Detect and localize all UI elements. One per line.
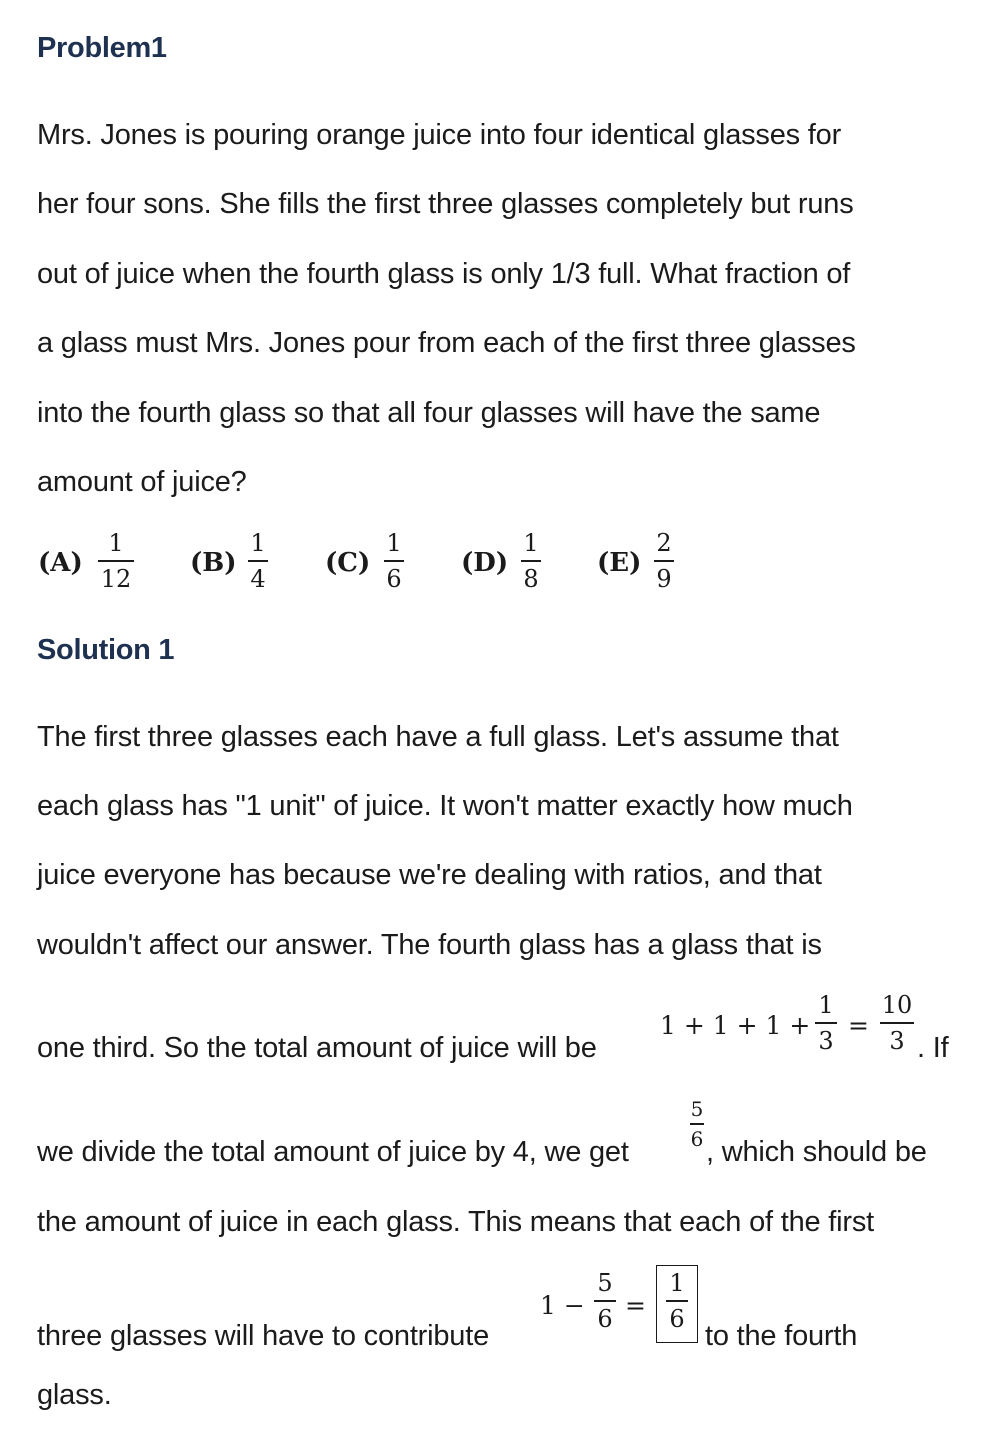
answer-numerator: 1 [669, 1269, 685, 1297]
five-sixths-denominator-2: 6 [597, 1304, 613, 1333]
solution-line-5-text: one third. So the total amount of juice will be [37, 1032, 597, 1064]
solution-line-2: each glass has "1 unit" of juice. It won't matter exactly how much [37, 790, 853, 822]
choice-d-denominator: 8 [523, 564, 539, 593]
ten-thirds-fraction [880, 992, 914, 1054]
choice-e-fraction [654, 530, 674, 592]
choice-e-numerator: 2 [656, 529, 672, 557]
solution-line-4: wouldn't affect our answer. The fourth glass has a glass that is [37, 929, 822, 961]
choice-e-label: (E) [597, 548, 642, 578]
five-sixths-numerator-2: 5 [597, 1269, 613, 1297]
fraction-bar [654, 560, 674, 562]
fraction-bar [384, 560, 404, 562]
total-sum-expression: 1 + 1 + 1 + [660, 1011, 811, 1040]
choice-b-label: (B) [190, 548, 237, 578]
choice-d-fraction [521, 530, 541, 592]
choice-c-fraction [384, 530, 404, 592]
five-sixths-denominator: 6 [690, 1126, 704, 1151]
fraction-bar [815, 1022, 837, 1024]
problem-line-4: a glass must Mrs. Jones pour from each of the first three glasses [37, 327, 856, 359]
answer-fraction [666, 1270, 688, 1332]
choice-c-numerator: 1 [386, 529, 402, 557]
solution-line-6-text: we divide the total amount of juice by 4, we get [37, 1136, 629, 1168]
choice-b-numerator: 1 [250, 529, 266, 557]
solution-line-7: the amount of juice in each glass. This means that each of the first [37, 1206, 875, 1238]
problem-line-3: out of juice when the fourth glass is only 1/3 full. What fraction of [37, 258, 851, 290]
equals-sign-2: = [625, 1291, 646, 1320]
five-sixths-fraction [688, 1098, 706, 1150]
fraction-bar [666, 1300, 688, 1302]
ten-thirds-denominator: 3 [889, 1026, 905, 1055]
boxed-answer [656, 1265, 698, 1343]
choice-b-denominator: 4 [250, 564, 266, 593]
problem-line-2: her four sons. She fills the first three glasses completely but runs [37, 188, 854, 220]
five-sixths-numerator: 5 [690, 1097, 704, 1121]
fraction-bar [248, 560, 268, 562]
choice-d-label: (D) [461, 548, 509, 578]
ten-thirds-numerator: 10 [881, 991, 913, 1019]
fraction-bar [880, 1022, 914, 1024]
solution-line-9: glass. [37, 1379, 112, 1411]
one-third-denominator: 3 [818, 1026, 834, 1055]
solution-line-8-after: to the fourth [705, 1320, 858, 1352]
solution-line-5-after: . If [917, 1032, 949, 1064]
difference-expression: 1 − [540, 1291, 585, 1320]
fraction-bar [98, 560, 134, 562]
problem-line-6: amount of juice? [37, 466, 247, 498]
problem-line-1: Mrs. Jones is pouring orange juice into four identical glasses for [37, 119, 842, 151]
answer-denominator: 6 [669, 1304, 685, 1333]
one-third-fraction [815, 992, 837, 1054]
fraction-bar [594, 1300, 616, 1302]
choice-a-label: (A) [38, 548, 83, 578]
problem-line-5: into the fourth glass so that all four glasses will have the same [37, 397, 821, 429]
fraction-bar [521, 560, 541, 562]
choice-a-fraction [98, 530, 134, 592]
choice-a-denominator: 12 [100, 564, 132, 593]
problem-heading: Problem1 [37, 32, 167, 64]
choice-d-numerator: 1 [523, 529, 539, 557]
choice-b-fraction [248, 530, 268, 592]
choice-e-denominator: 9 [656, 564, 672, 593]
solution-line-1: The first three glasses each have a full glass. Let's assume that [37, 721, 839, 753]
choice-c-label: (C) [325, 548, 371, 578]
choice-a-numerator: 1 [108, 529, 124, 557]
solution-line-8-text: three glasses will have to contribute [37, 1320, 490, 1352]
solution-line-3: juice everyone has because we're dealing with ratios, and that [37, 859, 822, 891]
solution-line-6-after: , which should be [706, 1136, 927, 1168]
fraction-bar [690, 1123, 704, 1125]
equals-sign: = [848, 1011, 869, 1040]
five-sixths-fraction-2 [594, 1270, 616, 1332]
solution-heading: Solution 1 [37, 634, 175, 666]
choice-c-denominator: 6 [386, 564, 402, 593]
one-third-numerator: 1 [818, 991, 834, 1019]
